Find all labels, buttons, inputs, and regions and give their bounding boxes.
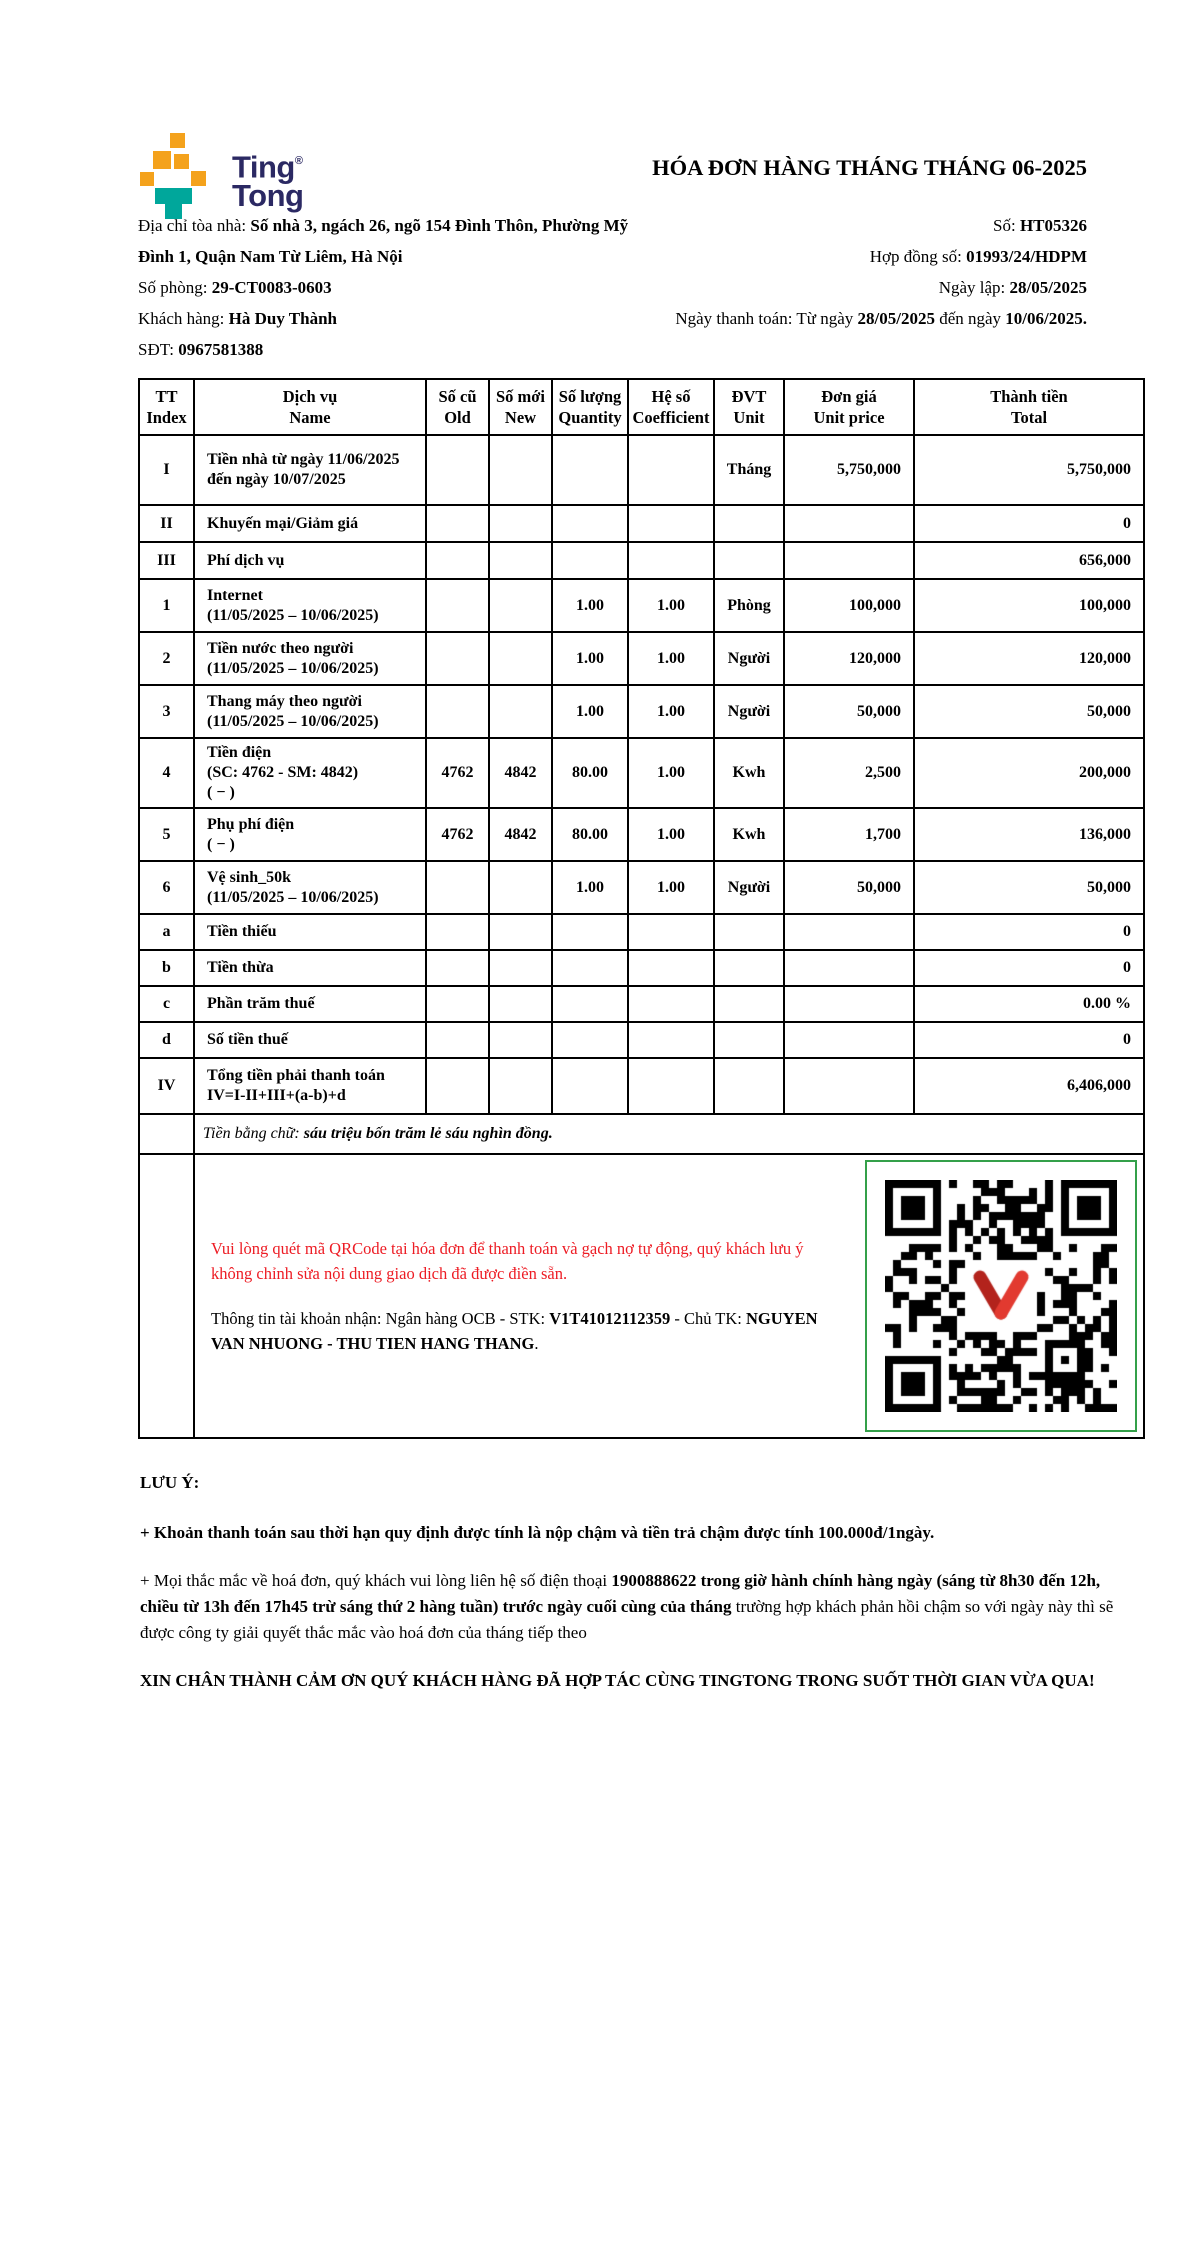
col-header-unit: ĐVT Unit [714, 379, 784, 435]
cell-coefficient [628, 914, 714, 950]
note-late-payment: + Khoản thanh toán sau thời hạn quy định được tính là nộp chậm và tiền trả chậm được tính 100.000đ/1ngày. [140, 1523, 935, 1542]
cell-unit-price: 5,750,000 [784, 435, 914, 505]
logo-square [170, 133, 185, 148]
cell-unit: Kwh [714, 738, 784, 808]
cell-unit-price: 100,000 [784, 579, 914, 632]
logo-square [140, 172, 154, 186]
cell-unit: Người [714, 685, 784, 738]
cell-old-reading [426, 914, 489, 950]
cell-service-name: Tiền thiếu [194, 914, 426, 950]
cell-coefficient [628, 505, 714, 542]
cell-coefficient [628, 950, 714, 986]
cell-service-name: Tiền nhà từ ngày 11/06/2025 đến ngày 10/07/2025 [194, 435, 426, 505]
cell-unit [714, 505, 784, 542]
amount-in-words: Tiền bằng chữ: sáu triệu bốn trăm lẻ sáu nghìn đồng. [194, 1114, 1144, 1154]
logo-square [191, 171, 206, 186]
cell-coefficient [628, 1058, 714, 1114]
invoice-page [138, 0, 1143, 2259]
table-row [139, 1058, 1144, 1114]
note-thanks: XIN CHÂN THÀNH CẢM ƠN QUÝ KHÁCH HÀNG ĐÃ HỢP TÁC CÙNG TINGTONG TRONG SUỐT THỜI GIAN VỪA QUA! [140, 1671, 1095, 1690]
cell-service-name: Phần trăm thuế [194, 986, 426, 1022]
cell-total: 5,750,000 [914, 435, 1144, 505]
building-address: Địa chỉ tòa nhà: Số nhà 3, ngách 26, ngõ 154 Đình Thôn, Phường Mỹ Đình 1, Quận Nam Từ Liêm, Hà Nội [138, 216, 629, 266]
qr-code [865, 1160, 1137, 1432]
col-header-new: Số mới New [489, 379, 552, 435]
cell-unit-price [784, 914, 914, 950]
cell-total: 100,000 [914, 579, 1144, 632]
cell-quantity [552, 1058, 628, 1114]
building-info [138, 210, 630, 365]
cell-unit [714, 1022, 784, 1058]
cell-unit-price: 120,000 [784, 632, 914, 685]
contract-number: Hợp đồng số: 01993/24/HDPM [869, 247, 1087, 266]
table-row [139, 914, 1144, 950]
table-row [139, 1022, 1144, 1058]
cell-old-reading: 4762 [426, 738, 489, 808]
cell-quantity: 80.00 [552, 808, 628, 861]
amount-in-words-row [139, 1114, 1144, 1154]
invoice-table [138, 378, 1145, 1439]
cell-new-reading [489, 579, 552, 632]
invoice-meta [138, 210, 1143, 365]
cell-service-name: Thang máy theo người (11/05/2025 – 10/06/2025) [194, 685, 426, 738]
cell-index: I [139, 435, 194, 505]
empty-cell [139, 1154, 194, 1438]
cell-coefficient: 1.00 [628, 808, 714, 861]
cell-total: 120,000 [914, 632, 1144, 685]
cell-new-reading [489, 542, 552, 579]
cell-quantity [552, 542, 628, 579]
cell-index: 3 [139, 685, 194, 738]
cell-service-name: Phí dịch vụ [194, 542, 426, 579]
cell-service-name: Tiền thừa [194, 950, 426, 986]
cell-service-name: Internet (11/05/2025 – 10/06/2025) [194, 579, 426, 632]
col-header-name: Dịch vụ Name [194, 379, 426, 435]
cell-total: 0 [914, 950, 1144, 986]
registered-mark: ® [294, 155, 303, 167]
cell-old-reading [426, 986, 489, 1022]
cell-unit: Tháng [714, 435, 784, 505]
table-header-row [139, 379, 1144, 435]
customer-phone: SĐT: 0967581388 [138, 340, 264, 359]
cell-total: 200,000 [914, 738, 1144, 808]
cell-unit: Kwh [714, 808, 784, 861]
empty-cell [139, 1114, 194, 1154]
cell-unit [714, 986, 784, 1022]
cell-total: 50,000 [914, 685, 1144, 738]
cell-index: III [139, 542, 194, 579]
cell-quantity: 1.00 [552, 861, 628, 914]
cell-unit [714, 1058, 784, 1114]
tingtong-logo-mark [140, 133, 210, 221]
cell-old-reading: 4762 [426, 808, 489, 861]
col-header-index: TT Index [139, 379, 194, 435]
logo-square [155, 188, 192, 204]
cell-unit-price: 2,500 [784, 738, 914, 808]
cell-new-reading [489, 914, 552, 950]
col-header-total: Thành tiền Total [914, 379, 1144, 435]
table-row [139, 435, 1144, 505]
invoice-details [630, 210, 1143, 365]
cell-unit-price [784, 542, 914, 579]
cell-service-name: Tiền nước theo người (11/05/2025 – 10/06/2025) [194, 632, 426, 685]
cell-coefficient [628, 1022, 714, 1058]
customer-name: Khách hàng: Hà Duy Thành [138, 309, 337, 328]
cell-total: 0 [914, 914, 1144, 950]
invoice-number: Số: HT05326 [993, 216, 1087, 235]
cell-new-reading [489, 1058, 552, 1114]
col-header-old: Số cũ Old [426, 379, 489, 435]
cell-index: II [139, 505, 194, 542]
cell-old-reading [426, 1022, 489, 1058]
cell-unit-price [784, 950, 914, 986]
cell-coefficient: 1.00 [628, 685, 714, 738]
cell-total: 50,000 [914, 861, 1144, 914]
cell-unit: Người [714, 861, 784, 914]
bank-info: Thông tin tài khoản nhận: Ngân hàng OCB - STK: V1T41012112359 - Chủ TK: NGUYEN VAN NHUONG - THU TIEN HANG THANG. [211, 1309, 818, 1353]
cell-old-reading [426, 579, 489, 632]
cell-index: 5 [139, 808, 194, 861]
cell-quantity [552, 435, 628, 505]
note-contact: + Mọi thắc mắc về hoá đơn, quý khách vui lòng liên hệ số điện thoại 1900888622 trong giờ hành chính hàng ngày (sáng từ 8h30 đến 12h, chiều từ 13h đến 17h45 trừ sáng thứ 2 hàng tuần) trước ngày cuối cùng của tháng trường hợp khách phản hồi chậm so với ngày này thì sẽ được công ty giải quyết thắc mắc vào hoá đơn của tháng tiếp theo [140, 1571, 1114, 1642]
cell-quantity [552, 505, 628, 542]
notes-title: LƯU Ý: [140, 1473, 200, 1492]
col-header-quantity: Số lượng Quantity [552, 379, 628, 435]
tingtong-logo [140, 133, 303, 221]
table-row [139, 632, 1144, 685]
cell-coefficient: 1.00 [628, 579, 714, 632]
cell-service-name: Tiền điện (SC: 4762 - SM: 4842) ( − ) [194, 738, 426, 808]
cell-new-reading: 4842 [489, 738, 552, 808]
cell-unit-price: 50,000 [784, 861, 914, 914]
cell-old-reading [426, 950, 489, 986]
table-row [139, 738, 1144, 808]
table-row [139, 579, 1144, 632]
cell-new-reading [489, 861, 552, 914]
qr-row [139, 1154, 1144, 1438]
cell-quantity: 1.00 [552, 632, 628, 685]
cell-quantity: 80.00 [552, 738, 628, 808]
cell-new-reading [489, 505, 552, 542]
qr-code-canvas [885, 1180, 1117, 1412]
logo-square [153, 151, 171, 169]
table-row [139, 685, 1144, 738]
cell-total: 136,000 [914, 808, 1144, 861]
cell-index: 4 [139, 738, 194, 808]
cell-quantity [552, 914, 628, 950]
cell-quantity [552, 986, 628, 1022]
cell-coefficient [628, 542, 714, 579]
cell-unit-price: 1,700 [784, 808, 914, 861]
cell-unit [714, 914, 784, 950]
cell-unit [714, 542, 784, 579]
cell-quantity [552, 950, 628, 986]
cell-index: 2 [139, 632, 194, 685]
qr-instruction: Vui lòng quét mã QRCode tại hóa đơn để thanh toán và gạch nợ tự động, quý khách lưu ý không chỉnh sửa nội dung giao dịch đã được điền sẵn. [211, 1239, 804, 1283]
cell-unit [714, 950, 784, 986]
table-row [139, 542, 1144, 579]
table-row [139, 861, 1144, 914]
table-row [139, 505, 1144, 542]
cell-old-reading [426, 1058, 489, 1114]
cell-new-reading [489, 986, 552, 1022]
cell-unit-price: 50,000 [784, 685, 914, 738]
cell-old-reading [426, 632, 489, 685]
cell-unit: Phòng [714, 579, 784, 632]
logo-square [174, 154, 189, 169]
cell-new-reading [489, 632, 552, 685]
cell-total: 0 [914, 505, 1144, 542]
cell-service-name: Khuyến mại/Giảm giá [194, 505, 426, 542]
cell-quantity [552, 1022, 628, 1058]
cell-new-reading [489, 435, 552, 505]
payment-qr-cell [194, 1154, 1144, 1438]
cell-total: 0.00 % [914, 986, 1144, 1022]
room-number: Số phòng: 29-CT0083-0603 [138, 278, 332, 297]
notes-section [140, 1470, 1140, 1694]
col-header-unit-price: Đơn giá Unit price [784, 379, 914, 435]
cell-old-reading [426, 505, 489, 542]
cell-old-reading [426, 685, 489, 738]
table-row [139, 950, 1144, 986]
cell-coefficient: 1.00 [628, 738, 714, 808]
issue-date: Ngày lập: 28/05/2025 [938, 278, 1087, 297]
tingtong-wordmark: Ting® Tong [232, 149, 304, 214]
cell-quantity: 1.00 [552, 579, 628, 632]
cell-old-reading [426, 435, 489, 505]
cell-total: 656,000 [914, 542, 1144, 579]
cell-old-reading [426, 861, 489, 914]
cell-service-name: Tổng tiền phải thanh toán IV=I-II+III+(a-b)+d [194, 1058, 426, 1114]
cell-index: a [139, 914, 194, 950]
cell-total: 0 [914, 1022, 1144, 1058]
cell-index: IV [139, 1058, 194, 1114]
cell-index: d [139, 1022, 194, 1058]
cell-coefficient [628, 986, 714, 1022]
cell-unit-price [784, 986, 914, 1022]
cell-index: c [139, 986, 194, 1022]
cell-service-name: Vệ sinh_50k (11/05/2025 – 10/06/2025) [194, 861, 426, 914]
cell-old-reading [426, 542, 489, 579]
cell-new-reading: 4842 [489, 808, 552, 861]
cell-unit-price [784, 1022, 914, 1058]
cell-new-reading [489, 685, 552, 738]
cell-index: b [139, 950, 194, 986]
cell-new-reading [489, 1022, 552, 1058]
table-row [139, 808, 1144, 861]
cell-coefficient [628, 435, 714, 505]
cell-coefficient: 1.00 [628, 861, 714, 914]
cell-service-name: Phụ phí điện ( − ) [194, 808, 426, 861]
invoice-title: HÓA ĐƠN HÀNG THÁNG THÁNG 06-2025 [652, 155, 1087, 181]
cell-unit: Người [714, 632, 784, 685]
cell-index: 6 [139, 861, 194, 914]
cell-unit-price [784, 505, 914, 542]
cell-quantity: 1.00 [552, 685, 628, 738]
cell-index: 1 [139, 579, 194, 632]
cell-unit-price [784, 1058, 914, 1114]
cell-new-reading [489, 950, 552, 986]
col-header-coefficient: Hệ số Coefficient [628, 379, 714, 435]
table-row [139, 986, 1144, 1022]
cell-coefficient: 1.00 [628, 632, 714, 685]
payment-period: Ngày thanh toán: Từ ngày 28/05/2025 đến ngày 10/06/2025. [675, 309, 1087, 328]
cell-service-name: Số tiền thuế [194, 1022, 426, 1058]
cell-total: 6,406,000 [914, 1058, 1144, 1114]
